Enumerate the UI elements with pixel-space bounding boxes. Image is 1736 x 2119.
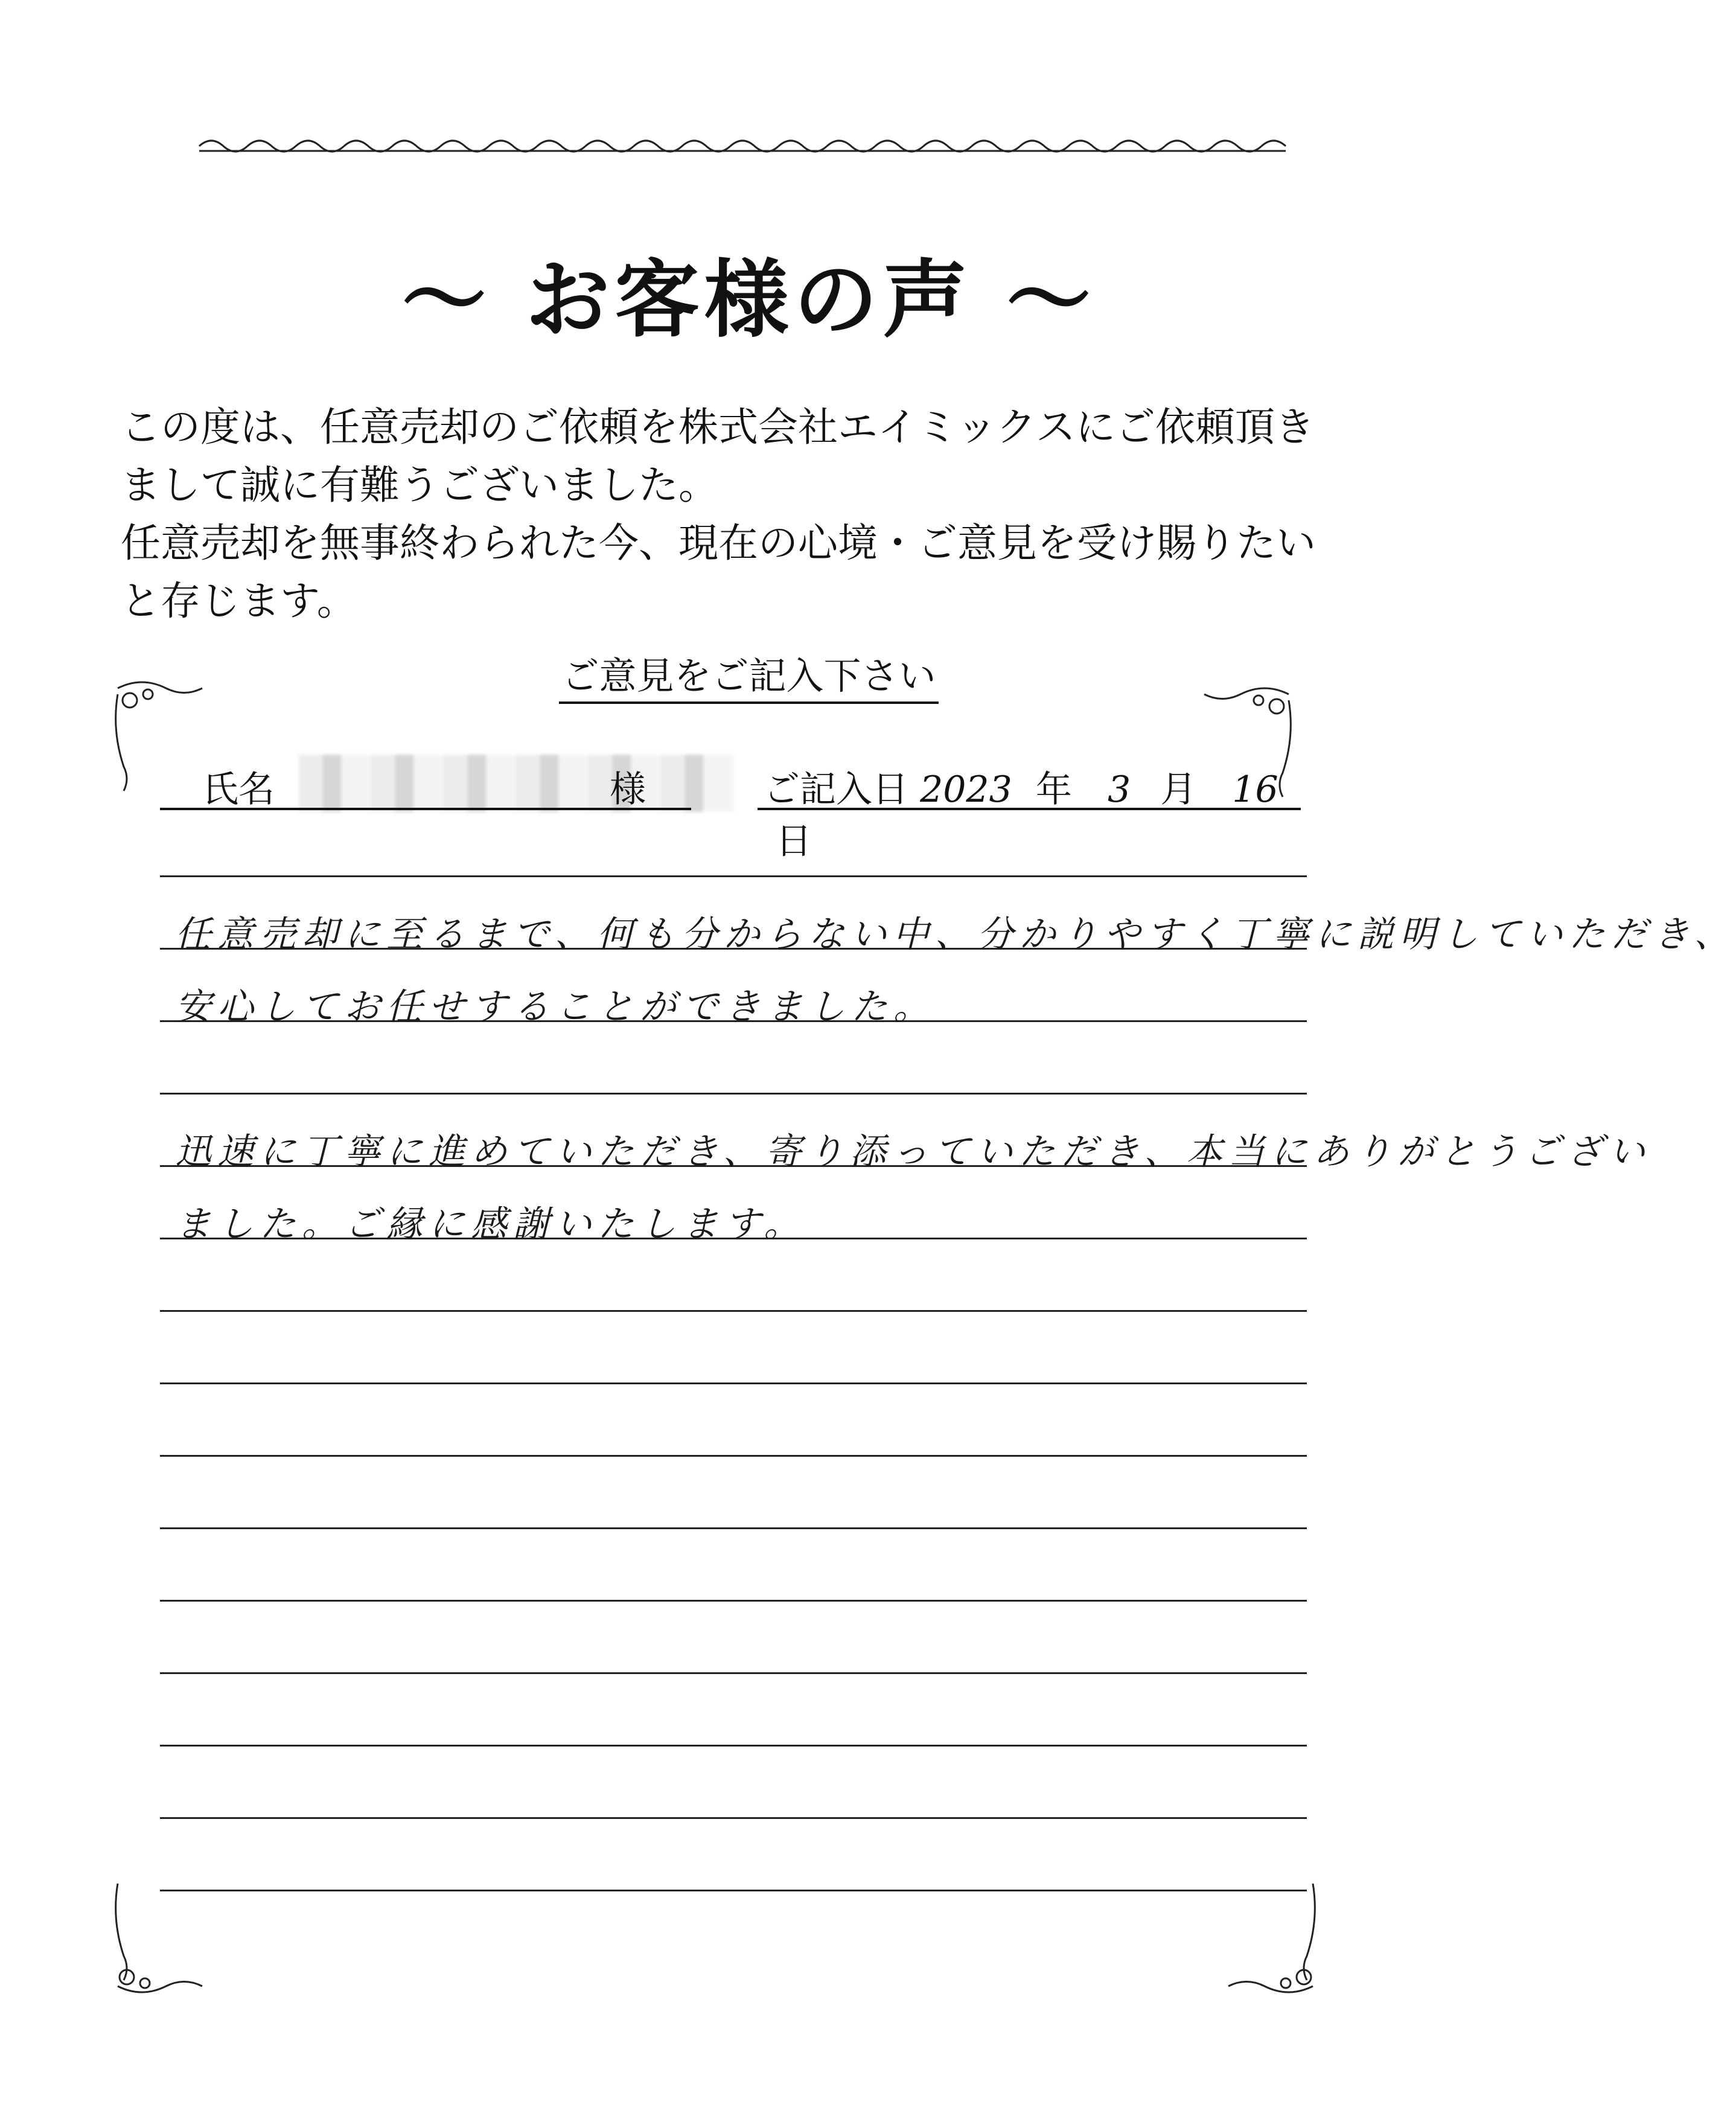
date-underline (758, 808, 1301, 810)
honorific: 様 (610, 769, 646, 811)
ruled-line (160, 1817, 1307, 1819)
intro-line: 任意売却を無事終わられた今、現在の心境・ご意見を受け賜りたい (121, 520, 1316, 566)
ruled-line (160, 1890, 1307, 1891)
ruled-line (160, 1310, 1307, 1312)
ruled-line (160, 1672, 1307, 1674)
ruled-line (160, 1745, 1307, 1747)
comment-line: 任意売却に至るまで、何も分からない中、分かりやすく丁寧に説明していただき、 (175, 913, 1736, 956)
intro-line: この度は、任意売却のご依頼を株式会社エイミックスにご依頼頂き (121, 404, 1315, 450)
comment-line: ました。ご縁に感謝いたします。 (175, 1203, 806, 1245)
date-label: ご記入日 (764, 769, 908, 811)
redacted-name (299, 755, 733, 812)
date-month: 3 (1107, 769, 1131, 811)
intro-line: と存じます。 (121, 578, 357, 624)
comment-line: 迅速に丁寧に進めていただき、寄り添っていただき、本当にありがとうござい (175, 1131, 1651, 1173)
name-underline (160, 808, 691, 810)
ruled-line (160, 1382, 1307, 1384)
month-label: 月 (1160, 769, 1197, 811)
intro-text (121, 398, 1388, 630)
date-field (764, 761, 1307, 865)
day-label: 日 (776, 820, 812, 863)
ruled-line (160, 1455, 1307, 1457)
name-date-row (160, 761, 1307, 863)
ruled-line (160, 875, 1307, 877)
date-year: 2023 (920, 769, 1012, 811)
ornament-border-top (199, 133, 1286, 157)
date-day: 16 (1232, 769, 1278, 811)
comment-line: 安心してお任せすることができました。 (175, 986, 936, 1028)
ruled-line (160, 1600, 1307, 1602)
ornament-corner-bottom-left (100, 1878, 232, 1998)
ruled-line (160, 1527, 1307, 1529)
ruled-line (160, 1093, 1307, 1095)
intro-line: まして誠に有難うございました。 (121, 462, 718, 508)
year-label: 年 (1035, 769, 1072, 811)
page-title: ～ お客様の声 ～ (401, 251, 1096, 350)
ornament-corner-bottom-right (1198, 1878, 1331, 1998)
prompt-text: ご意見をご記入下さい (559, 654, 938, 704)
name-label: 氏名 (202, 769, 275, 811)
prompt-heading (0, 646, 1498, 700)
